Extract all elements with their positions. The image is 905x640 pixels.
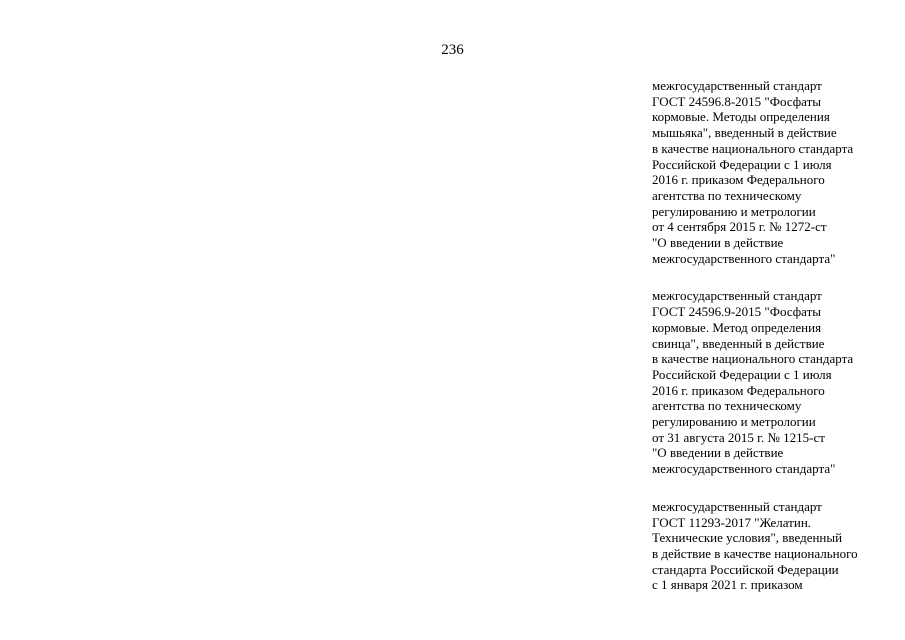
entry-line: 2016 г. приказом Федерального [652, 172, 825, 188]
entry-line: свинца", введенный в действие [652, 335, 825, 351]
entry-gost-11293 [652, 499, 897, 593]
entry-line: "О введении в действие [652, 445, 784, 461]
entry-line: кормовые. Методы определения [652, 109, 830, 125]
entry-line: Технические условия", введенный [652, 530, 843, 546]
entry-line: Российской Федерации с 1 июля [652, 366, 832, 382]
entry-line: мышьяка", введенный в действие [652, 125, 837, 141]
entry-line: от 31 августа 2015 г. № 1215-ст [652, 429, 825, 445]
entry-line: стандарта Российской Федерации [652, 561, 839, 577]
entry-line: "О введении в действие [652, 235, 784, 251]
entry-line: межгосударственного стандарта" [652, 461, 836, 477]
entry-line: межгосударственный стандарт [652, 78, 822, 93]
entry-line: межгосударственного стандарта" [652, 250, 836, 266]
entry-line: межгосударственный стандарт [652, 498, 822, 514]
entry-line: в качестве национального стандарта [652, 140, 854, 156]
entry-line: агентства по техническому [652, 187, 802, 203]
entry-line: в качестве национального стандарта [652, 351, 854, 367]
entry-line: 2016 г. приказом Федерального [652, 382, 825, 398]
entry-line: от 4 сентября 2015 г. № 1272-ст [652, 219, 827, 235]
entry-line: регулированию и метрологии [652, 414, 816, 430]
entry-line: Российской Федерации с 1 июля [652, 156, 832, 172]
entry-line: агентства по техническому [652, 398, 802, 414]
entry-line: ГОСТ 24596.9-2015 "Фосфаты [652, 304, 822, 320]
entry-line: в действие в качестве национального [652, 545, 858, 561]
entry-line: межгосударственный стандарт [652, 288, 822, 304]
entry-line: ГОСТ 24596.8-2015 "Фосфаты [652, 93, 822, 109]
entry-gost-24596-9 [652, 288, 897, 476]
entry-gost-24596-8 [652, 78, 897, 266]
entry-line: ГОСТ 11293-2017 "Желатин. [652, 514, 812, 530]
entry-line: кормовые. Метод определения [652, 319, 822, 335]
document-text-column [652, 78, 897, 615]
entry-line: регулированию и метрологии [652, 203, 816, 219]
entry-line: с 1 января 2021 г. приказом [652, 577, 803, 593]
page-number: 236 [441, 42, 464, 58]
